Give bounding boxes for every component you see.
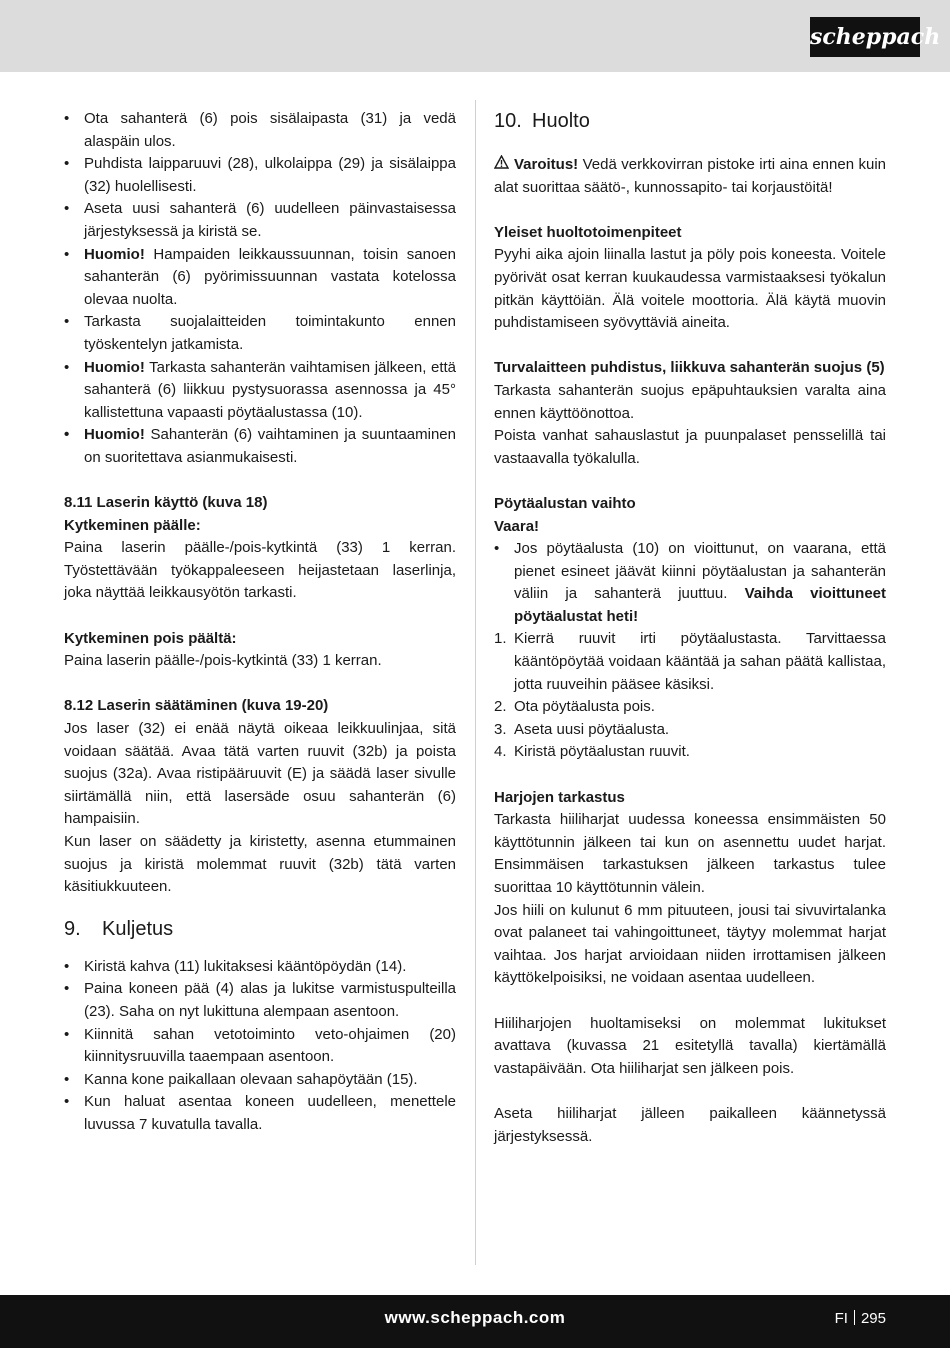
danger-label: Vaara! (494, 517, 540, 535)
section-heading-8-12: 8.12 Laserin säätäminen (kuva 19-20) (64, 697, 329, 715)
list-item: • Ota sahanterä (6) pois sisälaipasta (31) ja vedä alaspäin ulos. (64, 110, 456, 150)
paragraph: Tarkasta hiiliharjat uudessa koneessa ensimmäisten 50 käyttötunnin jälkeen tai kun on asennettu uudet harjat. Ensimmäisen tarkastuksen jälkeen tarkastus tulee suorittaa 10 käyttötunnin välein. (494, 811, 886, 896)
subheading-table-insert: Pöytäalustan vaihto (494, 494, 636, 512)
step-item: 1. Kierrä ruuvit irti pöytäalustasta. Tarvittaessa kääntöpöytää voidaan kääntää ja sahan päätä kallistaa, jotta ruuveihin pääsee käsiksi. (494, 630, 886, 693)
page-number: FI 295 (834, 1310, 886, 1327)
step-item: 4. Kiristä pöytäalustan ruuvit. (494, 743, 690, 761)
list-item: • Kiinnitä sahan vetotoiminto veto-ohjaimen (20) kiinnitysruuvilla taaempaan asentoon. (64, 1025, 456, 1066)
header-band (0, 0, 950, 72)
list-item: • Huomio! Hampaiden leikkaussuunnan, toisin sanoen sahanterän (6) pyörimissuunnan vastata kotelossa olevaa nuolta. (64, 245, 456, 308)
column-divider (475, 100, 476, 1265)
chapter-heading-maintenance: 10. Huolto (494, 110, 590, 132)
warning-paragraph: Varoitus! Vedä verkkovirran pistoke irti aina ennen kuin alat suorittaa säätö-, kunnossapito- tai korjaustöitä! (494, 156, 886, 196)
warning-triangle-icon (494, 154, 514, 177)
paragraph: Hiiliharjojen huoltamiseksi on molemmat lukitukset avattava (kuvassa 21 esitetyllä tavalla) kiertämällä vastapäivään. Ota hiiliharjat sen jälkeen pois. (494, 1014, 886, 1077)
section-heading-8-11: 8.11 Laserin käyttö (kuva 18) (64, 494, 268, 512)
paragraph: Kun laser on säädetty ja kiristetty, asenna etummainen suojus ja kiristä molemmat ruuvit (32b) tätä varten käsitiukkuuteen. (64, 833, 456, 896)
paragraph: Paina laserin päälle-/pois-kytkintä (33) 1 kerran. (64, 652, 382, 670)
blade-change-list (64, 108, 456, 470)
list-item: • Jos pöytäalusta (10) on vioittunut, on vaarana, että pienet esineet jäävät kiinni pöytäalustan ja sahanterän väliin ja sahanterä juuttuu. Vaihda vioittuneet pöytäalustat heti! (494, 540, 887, 625)
list-item: • Huomio! Tarkasta sahanterän vaihtamisen jälkeen, että sahanterä (6) liikkuu pystysuorassa asennossa ja 45° kallistettuna vapaasti pöytäalustassa (10). (64, 358, 456, 421)
list-item: • Aseta uusi sahanterä (6) uudelleen päinvastaisessa järjestyksessä ja kiristä se. (64, 200, 456, 240)
list-item: • Kiristä kahva (11) lukitaksesi kääntöpöydän (14). (64, 957, 407, 975)
danger-list (494, 538, 886, 628)
right-column (494, 108, 886, 1148)
paragraph: Poista vanhat sahauslastut ja puunpalaset pensselillä tai vastaavalla työkalulla. (494, 427, 886, 467)
subheading-brush-check: Harjojen tarkastus (494, 788, 625, 806)
paragraph: Jos hiili on kulunut 6 mm pituuteen, jousi tai sivuvirtalanka ovat palaneet tai vahingoittuneet, täytyy molemmat harjat vaihtaa. Jos harjat arvioidaan niiden irrottamisen jälkeen käyttökelpoisiksi, ne voidaan asentaa uudelleen. (494, 901, 886, 987)
paragraph: Pyyhi aika ajoin liinalla lastut ja pöly pois koneesta. Voitele pyörivät osat kerran kuukaudessa varmistaaksesi työkalun pitkän käyttöiän. Älä voitele moottoria. Älä käytä muovin puhdistamiseen syövyttäviä aineita. (494, 246, 886, 332)
list-item: • Puhdista laipparuuvi (28), ulkolaippa (29) ja sisälaippa (32) huolellisesti. (64, 155, 456, 195)
paragraph: Tarkasta sahanterän suojus epäpuhtauksien varalta aina ennen käyttöönottoa. (494, 381, 886, 422)
list-item: • Kun haluat asentaa koneen uudelleen, menettele luvussa 7 kuvatulla tavalla. (64, 1093, 456, 1133)
paragraph: Jos laser (32) ei enää näytä oikeaa leikkuulinjaa, sitä voidaan säätää. Avaa tätä varten ruuvit (32b) ja poista suojus (32a). Avaa ristipääruuvit (E) ja säädä laser sivulle siirtämällä niin, että lasersäde osuu sahanterän (6) hampaisiin. (64, 720, 456, 828)
subheading-guard-cleaning: Turvalaitteen puhdistus, liikkuva sahanterän suojus (5) (494, 359, 885, 377)
scheppach-logo: scheppach (810, 17, 920, 57)
list-item: • Paina koneen pää (4) alas ja lukitse varmistuspulteilla (23). Saha on nyt lukittuna alempaan asentoon. (64, 980, 456, 1020)
table-insert-steps (494, 628, 886, 764)
paragraph: Aseta hiiliharjat jälleen paikalleen käännetyssä järjestyksessä. (494, 1104, 886, 1145)
subheading-switch-on: Kytkeminen päälle: (64, 516, 201, 534)
list-item: • Huomio! Sahanterän (6) vaihtaminen ja suuntaaminen on suoritettava asianmukaisesti. (64, 426, 456, 466)
chapter-heading-transport: 9. Kuljetus (64, 917, 174, 940)
left-column (64, 108, 456, 1137)
step-item: 3. Aseta uusi pöytäalusta. (494, 720, 670, 738)
footer-bar (0, 1295, 950, 1348)
subheading-general-maintenance: Yleiset huoltotoimenpiteet (494, 223, 682, 241)
step-item: 2. Ota pöytäalusta pois. (494, 698, 655, 716)
transport-list (64, 956, 456, 1137)
website-link[interactable]: www.scheppach.com (384, 1308, 566, 1327)
subheading-switch-off: Kytkeminen pois päältä: (64, 629, 237, 647)
list-item: • Tarkasta suojalaitteiden toimintakunto ennen työskentelyn jatkamista. (64, 313, 456, 353)
list-item: • Kanna kone paikallaan olevaan sahapöytään (15). (64, 1070, 418, 1088)
paragraph: Paina laserin päälle-/pois-kytkintä (33) 1 kerran. Työstettävään työkappaleeseen heijastetaan laserlinja, joka näyttää leikkausyötön tarkasti. (64, 539, 456, 602)
